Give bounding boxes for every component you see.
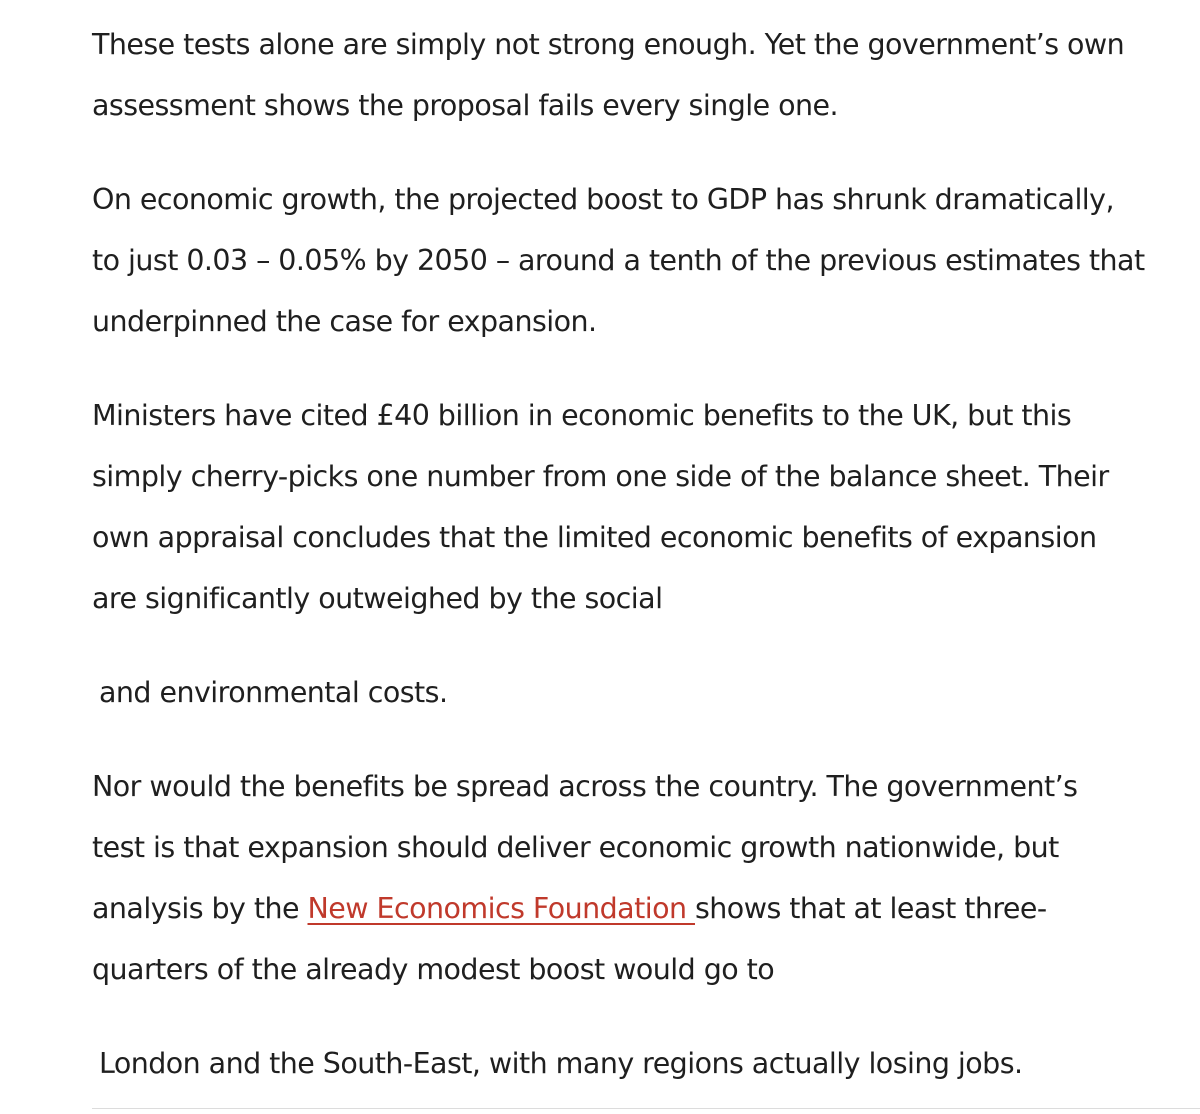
text-line: These tests alone are simply not strong enough. Yet the government’s own bbox=[92, 28, 1125, 61]
text-line: to just 0.03 – 0.05% by 2050 – around a tenth of the previous estimates that bbox=[92, 244, 1145, 277]
text-line: simply cherry-picks one number from one side of the balance sheet. Their bbox=[92, 460, 1109, 493]
paragraph-regional-benefits bbox=[92, 756, 1192, 1000]
paragraph-spacer bbox=[92, 136, 1192, 169]
paragraph-spacer bbox=[92, 723, 1192, 756]
text-segment: analysis by the bbox=[92, 892, 308, 925]
text-line: On economic growth, the projected boost to GDP has shrunk dramatically, bbox=[92, 183, 1115, 216]
text-line: are significantly outweighed by the social bbox=[92, 582, 663, 615]
text-line: Ministers have cited £40 billion in economic benefits to the UK, but this bbox=[92, 399, 1072, 432]
paragraph-tests bbox=[92, 14, 1192, 136]
divider-rule bbox=[92, 1108, 1200, 1109]
text-line: quarters of the already modest boost would go to bbox=[92, 953, 775, 986]
paragraph-spacer bbox=[92, 1000, 1192, 1033]
text-line: Nor would the benefits be spread across the country. The government’s bbox=[92, 770, 1078, 803]
text-line: and environmental costs. bbox=[99, 676, 448, 709]
text-segment: shows that at least three- bbox=[695, 892, 1047, 925]
paragraph-spacer bbox=[92, 629, 1192, 662]
text-line: assessment shows the proposal fails every single one. bbox=[92, 89, 839, 122]
paragraph-economic-growth bbox=[92, 169, 1192, 352]
text-line: London and the South-East, with many regions actually losing jobs. bbox=[99, 1047, 1023, 1080]
text-line-with-link bbox=[92, 878, 1192, 939]
new-economics-foundation-link[interactable]: New Economics Foundation bbox=[307, 892, 695, 925]
article-body bbox=[92, 14, 1192, 1094]
paragraph-spacer bbox=[92, 352, 1192, 385]
paragraph-london-south-east bbox=[92, 1033, 1192, 1094]
paragraph-environmental-costs bbox=[92, 662, 1192, 723]
paragraph-ministers bbox=[92, 385, 1192, 629]
text-line: test is that expansion should deliver economic growth nationwide, but bbox=[92, 831, 1059, 864]
text-line: own appraisal concludes that the limited economic benefits of expansion bbox=[92, 521, 1097, 554]
text-line: underpinned the case for expansion. bbox=[92, 305, 597, 338]
